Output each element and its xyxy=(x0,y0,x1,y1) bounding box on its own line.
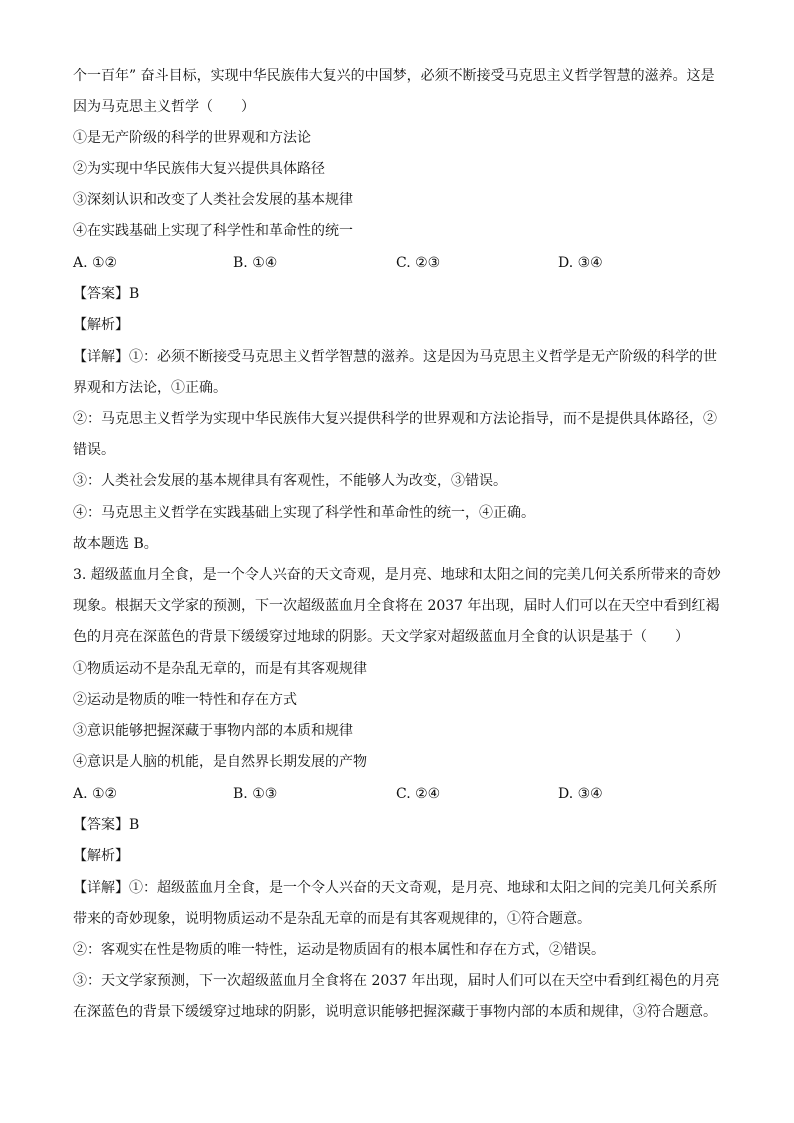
detail-line: ③：人类社会发展的基本规律具有客观性，不能够人为改变，③错误。 xyxy=(73,473,507,489)
statement-item: ③意识能够把握深藏于事物内部的本质和规律 xyxy=(73,723,353,739)
statement-item: ③深刻认识和改变了人类社会发展的基本规律 xyxy=(73,192,353,208)
question-stem-line: 因为马克思主义哲学（ ） xyxy=(73,99,255,115)
statement-item: ④意识是人脑的机能，是自然界长期发展的产物 xyxy=(73,754,367,770)
statement-item: ②运动是物质的唯一特性和存在方式 xyxy=(73,692,297,708)
option-d: D. ③④ xyxy=(558,786,603,802)
analysis-label: 【解析】 xyxy=(73,848,129,864)
option-d: D. ③④ xyxy=(558,255,603,271)
analysis-label: 【解析】 xyxy=(73,317,129,333)
statement-item: ②为实现中华民族伟大复兴提供具体路径 xyxy=(73,161,325,177)
detail-line: ④：马克思主义哲学在实践基础上实现了科学性和革命性的统一，④正确。 xyxy=(73,505,535,521)
question-stem-line: 个一百年” 奋斗目标，实现中华民族伟大复兴的中国梦，必须不断接受马克思主义哲学智慧的滋养。这是 xyxy=(73,68,715,84)
option-c: C. ②③ xyxy=(396,255,441,271)
statement-item: ①是无产阶级的科学的世界观和方法论 xyxy=(73,130,311,146)
option-a: A. ①② xyxy=(73,255,118,271)
detail-line: 带来的奇妙现象，说明物质运动不是杂乱无章的而是有其客观规律的，①符合题意。 xyxy=(73,911,591,927)
answer-line: 【答案】B xyxy=(73,817,140,833)
detail-line: ②：马克思主义哲学为实现中华民族伟大复兴提供科学的世界观和方法论指导，而不是提供具体路径，② xyxy=(73,411,717,427)
detail-line: 错误。 xyxy=(73,442,115,458)
question-stem-line: 色的月亮在深蓝色的背景下缓缓穿过地球的阴影。天文学家对超级蓝血月全食的认识是基于（ ） xyxy=(73,629,689,645)
detail-line: 【详解】①：超级蓝血月全食，是一个令人兴奋的天文奇观，是月亮、地球和太阳之间的完美几何关系所 xyxy=(73,880,717,896)
option-c: C. ②④ xyxy=(396,786,441,802)
detail-line: ②：客观实在性是物质的唯一特性，运动是物质固有的根本属性和存在方式，②错误。 xyxy=(73,942,605,958)
detail-line: 界观和方法论，①正确。 xyxy=(73,380,227,396)
conclusion-line: 故本题选 B。 xyxy=(73,536,158,552)
option-b: B. ①③ xyxy=(233,786,278,802)
detail-line: 在深蓝色的背景下缓缓穿过地球的阴影，说明意识能够把握深藏于事物内部的本质和规律，③符合题意。 xyxy=(73,1004,717,1020)
detail-line: 【详解】①：必须不断接受马克思主义哲学智慧的滋养。这是因为马克思主义哲学是无产阶级的科学的世 xyxy=(73,349,717,365)
option-a: A. ①② xyxy=(73,786,118,802)
question-stem-line: 现象。根据天文学家的预测，下一次超级蓝血月全食将在 2037 年出现，届时人们可以在天空中看到红褐 xyxy=(73,598,720,614)
option-b: B. ①④ xyxy=(233,255,278,271)
statement-item: ①物质运动不是杂乱无章的，而是有其客观规律 xyxy=(73,661,367,677)
answer-line: 【答案】B xyxy=(73,286,140,302)
statement-item: ④在实践基础上实现了科学性和革命性的统一 xyxy=(73,223,353,239)
detail-line: ③：天文学家预测，下一次超级蓝血月全食将在 2037 年出现，届时人们可以在天空中看到红褐色的月亮 xyxy=(73,973,720,989)
question-stem-line: 3. 超级蓝血月全食，是一个令人兴奋的天文奇观，是月亮、地球和太阳之间的完美几何关系所带来的奇妙 xyxy=(73,567,721,583)
